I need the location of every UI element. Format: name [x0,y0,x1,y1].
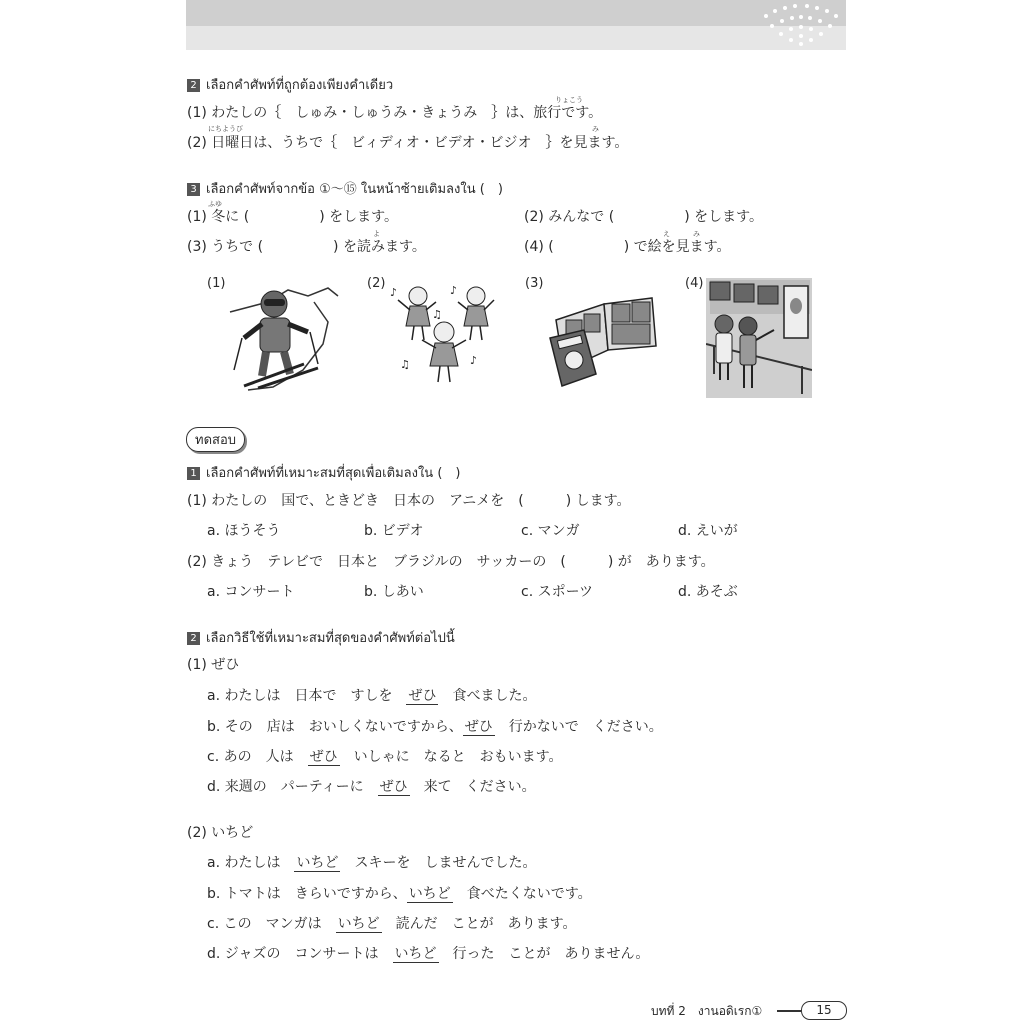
section2-q2-ruby: にちようび [208,125,243,133]
section2-q1: (1) わたしの｛ しゅみ・しゅうみ・きょうみ ｝は、旅行です。 [187,105,603,121]
test1-q1-option-d: d. えいが [678,523,738,539]
underlined-word: ぜひ [309,749,338,765]
test1-q1-option-c: c. マンガ [521,523,580,539]
section2-number: 2 [187,79,200,92]
svg-text:♫: ♫ [400,358,410,371]
section2-heading-text: เลือกคำศัพท์ที่ถูกต้องเพียงคำเดียว [206,78,394,93]
header-band-dark [186,0,846,26]
section3-number: 3 [187,183,200,196]
art-gallery-picture [706,278,812,398]
section3-q2: (2) みんなで ( ) をします。 [524,209,763,225]
test1-q2-option-d: d. あそぶ [678,584,738,600]
skiing-picture [228,282,343,394]
test1-q2: (2) きょう テレビで 日本と ブラジルの サッカーの ( ) が あります。 [187,554,715,570]
underlined-word: いちど [394,946,437,962]
test1-q2-option-c: c. スポーツ [521,584,594,600]
section2-q1-ruby: りょこう [555,96,583,104]
picture-1-label: (1) [207,276,226,291]
test1-q2-option-b: b. しあい [364,584,424,600]
test1-q1-option-b: b. ビデオ [364,523,424,539]
test1-q2-option-a: a. コンサート [207,584,295,600]
test1-q1: (1) わたしの 国で、ときどき 日本の アニメを ( ) します。 [187,493,631,509]
svg-text:♪: ♪ [450,284,458,297]
section3-q4: (4) ( ) で絵を見ます。 [524,239,731,255]
test-section2-heading-text: เลือกวิธีใช้ที่เหมาะสมที่สุดของคำศัพท์ต่อไปนี้ [206,631,455,646]
section2-heading [187,74,393,95]
underlined-word: ぜひ [379,779,408,795]
dancing-picture [388,282,498,390]
underlined-word: いちど [408,886,451,902]
test-section2-heading [187,627,455,648]
svg-text:♪: ♪ [470,354,478,367]
test2-part2-title: (2) いちど [187,825,254,841]
section3-heading [187,178,503,199]
section3-q1: (1) 冬に ( ) をします。 [187,209,398,225]
test2-part2-option-d: d. ジャズの コンサートは いちど 行った ことが ありません。 [207,946,650,962]
test-badge [186,427,245,452]
test2-part1-option-c: c. あの 人は ぜひ いしゃに なると おもいます。 [207,749,563,765]
test2-part1-option-b: b. その 店は おいしくないですから、 ぜひ 行かないで ください。 [207,719,663,735]
test-section1-number: 1 [187,467,200,480]
underlined-word: いちど [337,916,380,932]
test2-part2-option-c: c. この マンガは いちど 読んだ ことが あります。 [207,916,577,932]
page-number: 15 [801,1001,847,1020]
underlined-word: いちど [296,855,339,871]
dot-arc-decoration [756,0,846,50]
test-section2-number: 2 [187,632,200,645]
underlined-word: ぜひ [408,688,437,704]
section2-q2: (2) 日曜日は、うちで｛ ビィディオ・ビデオ・ビジオ ｝を見ます。 [187,135,629,151]
section3-q4-ruby-e: え [663,230,670,238]
test-section1-heading-text: เลือกคำศัพท์ที่เหมาะสมที่สุดเพื่อเติมลงใน ( ) [206,466,461,481]
test2-part1-option-a: a. わたしは 日本で すしを ぜひ 食べました。 [207,688,537,704]
footer-rule [777,1010,801,1012]
section2-q2-ruby-mi: み [592,125,599,133]
section3-q3-ruby: よ [373,230,380,238]
section3-q1-ruby: ふゆ [208,200,222,208]
header-band-light [186,26,846,50]
picture-2-label: (2) [367,276,386,291]
test2-part2-option-a: a. わたしは いちど スキーを しませんでした。 [207,855,537,871]
footer-chapter-label: บทที่ 2 งานอดิเรก① [651,1004,763,1018]
test-badge-label: ทดสอบ [186,427,245,452]
section3-q4-ruby-mi: み [693,230,700,238]
svg-text:♪: ♪ [390,286,398,299]
test2-part1-option-d: d. 来週の パーティーに ぜひ 来て ください。 [207,779,536,795]
section3-q3: (3) うちで ( ) を読みます。 [187,239,426,255]
test2-part2-option-b: b. トマトは きらいですから、 いちど 食べたくないです。 [207,886,592,902]
underlined-word: ぜひ [464,719,493,735]
section3-heading-text: เลือกคำศัพท์จากข้อ ①〜⑮ ในหน้าซ้ายเติมลงใน ( ) [206,182,503,197]
picture-3-label: (3) [525,276,544,291]
test-section1-heading [187,462,460,483]
manga-book-picture [546,290,661,390]
picture-4-label: (4) [685,276,704,291]
test2-part1-title: (1) ぜひ [187,657,240,673]
svg-text:♫: ♫ [432,308,442,321]
test1-q1-option-a: a. ほうそう [207,523,281,539]
